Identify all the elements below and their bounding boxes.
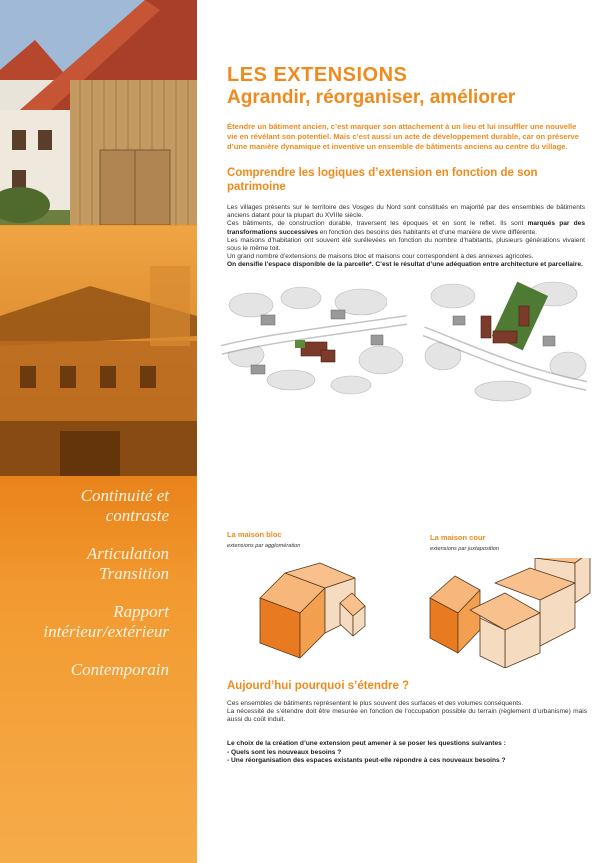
theme-contemporain	[0, 660, 169, 680]
theme-line: Contemporain	[70, 660, 169, 679]
questions-intro: Le choix de la création d’une extension peut amener à se poser les questions suivantes :	[227, 740, 506, 747]
theme-line: contraste	[105, 506, 169, 525]
intro-paragraph: Étendre un bâtiment ancien, c’est marquer son attachement à un lieu et lui insuffler une nouvelle vie en révélant son potentiel. Mais c’est aussi un acte de développement durable, car on préserve d’une manière dynamique et inventive un ensemble de bâtiments anciens au centre du village.	[227, 122, 579, 151]
map-maison-cour	[423, 276, 587, 404]
photo-old-building-sepia	[0, 226, 197, 476]
question-1: - Quels sont les nouveaux besoins ?	[227, 748, 342, 756]
photo-half-timbered-houses	[0, 0, 197, 225]
section2-heading: Aujourd’hui pourquoi s’étendre ?	[227, 680, 410, 692]
caption-maison-cour-sub: extensions par juxtaposition	[430, 546, 500, 552]
page-subtitle: Agrandir, réorganiser, améliorer	[227, 87, 516, 108]
page-title: LES EXTENSIONS	[227, 64, 408, 86]
theme-line: Transition	[99, 564, 169, 583]
themes-list	[0, 486, 169, 698]
section2-paragraph	[227, 700, 587, 725]
theme-articulation	[0, 544, 169, 584]
caption-maison-bloc: La maison bloc	[227, 530, 282, 539]
text-s2-p2: La nécessité de s’étendre doit être mesurée en fonction de l’occupation possible du terrain (règlement d’urbanisme) mais aussi du coût induit.	[227, 708, 587, 724]
question-2: - Une réorganisation des espaces existants peut-elle répondre à ces nouveaux besoins ?	[227, 757, 506, 765]
theme-rapport	[0, 602, 169, 642]
text-p2c: en fonction des besoins des habitants et d’une manière de vivre différente.	[317, 228, 537, 236]
questions-block	[227, 740, 587, 766]
theme-continuite	[0, 486, 169, 526]
left-sidebar	[0, 0, 197, 863]
theme-line: Rapport	[113, 602, 169, 621]
map-maison-bloc	[221, 280, 407, 400]
text-p5-bold: On densifie l’espace disponible de la parcelle*. C’est le résultat d’une adéquation entre architecture et parcellaire.	[227, 261, 583, 269]
theme-line: intérieur/extérieur	[43, 622, 169, 641]
theme-line: Articulation	[86, 544, 169, 563]
section1-paragraph	[227, 204, 585, 270]
caption-maison-bloc-sub: extensions par agglomération	[227, 543, 301, 549]
main-content	[197, 0, 608, 863]
text-p2b-bold: marqués par des transformations successives	[227, 220, 585, 236]
text-p4: Un grand nombre d’extensions de maisons bloc et maisons cour correspondent à des annexes agricoles.	[227, 253, 534, 261]
caption-maison-cour: La maison cour	[430, 533, 486, 542]
text-p3: Les maisons d’habitation ont souvent été surélevées en fonction du nombre d’habitants, plusieurs générations vivaient sous le même toit.	[227, 236, 585, 253]
text-p1: Les villages présents sur le territoire des Vosges du Nord sont constitués en majorité par des ensembles de bâtiments anciens datant pour la plupart du XVIIIe siècle.	[227, 204, 585, 220]
text-p2a: Ces bâtiments, de construction durable, traversent les époques et en sont le reflet. Ils sont	[227, 220, 528, 228]
houses-illustration	[230, 558, 600, 668]
maps-row	[227, 280, 585, 400]
section1-heading: Comprendre les logiques d’extension en fonction de son patrimoine	[227, 167, 538, 193]
theme-line: Continuité et	[80, 486, 169, 505]
text-s2-p1: Ces ensembles de bâtiments représentent le plus souvent des surfaces et des volumes conséquents.	[227, 700, 524, 707]
